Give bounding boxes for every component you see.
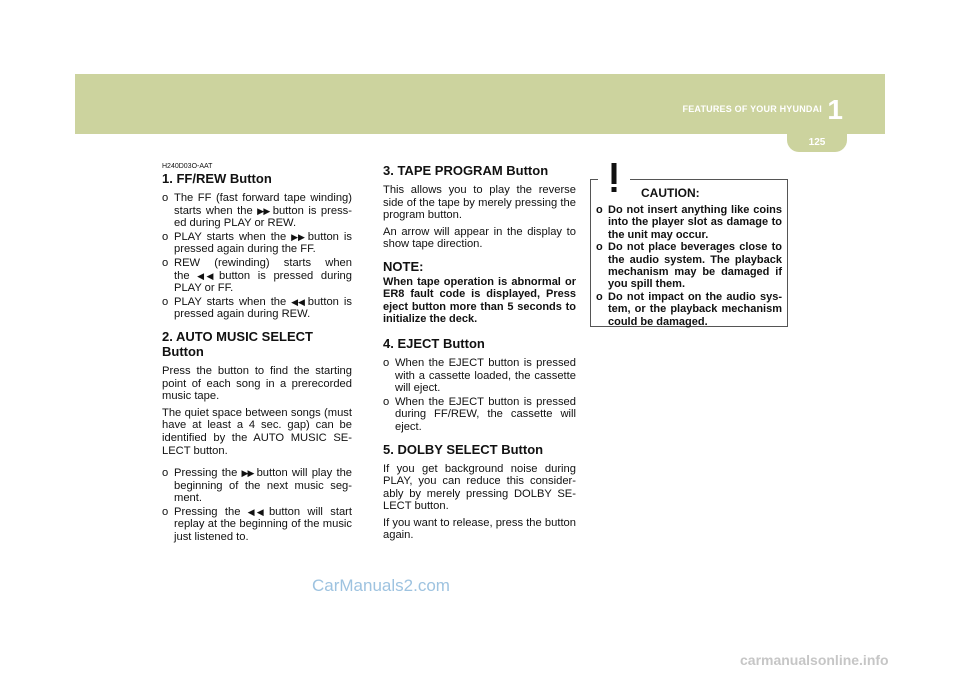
eject-heading: 4. EJECT Button xyxy=(383,335,485,351)
caution-box xyxy=(590,179,788,327)
left-column xyxy=(162,163,352,552)
eject-list xyxy=(383,357,576,434)
watermark-carmanualsonline: carmanualsonline.info xyxy=(740,652,889,668)
list-item: o Pressing the ▶▶ button will play the beginning of the next music seg-ment. xyxy=(162,467,353,505)
note-body: When tape operation is abnormal or ER8 fault code is displayed, Press eject button more than 5 seconds to initialize the deck. xyxy=(383,275,576,326)
caution-title: CAUTION: xyxy=(641,186,700,200)
paragraph: The quiet space between songs (must have at least a 4 sec. gap) can be identified by the AUTO MUSIC SE-LECT button. xyxy=(162,406,352,457)
fast-forward-icon: ▶▶ xyxy=(289,231,305,242)
rewind-icon: ◀◀ xyxy=(243,506,266,517)
paragraph: An arrow will appear in the display to show tape direction. xyxy=(383,225,576,251)
list-item: o Do not impact on the audio sys-tem, or the playback mechanism could be damaged. xyxy=(596,290,782,328)
list-item: o Do not place beverages close to the audio system. The playback mechanism may be damaged if you spill them. xyxy=(596,241,782,291)
list-item: o When the EJECT button is pressed during FF/REW, the cassette will eject. xyxy=(383,395,576,433)
warning-icon xyxy=(598,160,630,194)
page-number-tab xyxy=(787,134,847,152)
caution-list xyxy=(596,204,782,328)
paragraph: This allows you to play the reverse side of the tape by merely pressing the program button. xyxy=(383,184,576,222)
ff-rew-heading: 1. FF/REW Button xyxy=(162,171,272,186)
auto-music-heading: 2. AUTO MUSIC SELECT Button xyxy=(162,328,313,359)
chapter-number: 1 xyxy=(827,94,843,125)
list-item: o PLAY starts when the ▶▶ button is pressed again during the FF. xyxy=(162,230,352,256)
paragraph: If you want to release, press the button again. xyxy=(383,516,576,542)
paragraph: Press the button to find the starting point of each song in a prerecorded music tape. xyxy=(162,364,352,403)
list-item: o Do not insert anything like coins into the player slot as damage to the unit may occur. xyxy=(596,204,782,241)
page-number: 125 xyxy=(808,137,826,148)
paragraph: If you get background noise during PLAY, you can reduce this consider-ably by merely pressing DOLBY SE-LECT button. xyxy=(383,462,576,513)
fast-forward-icon: ▶▶ xyxy=(240,468,254,479)
section-code: H240D03O-AAT xyxy=(162,163,213,170)
tape-program-heading: 3. TAPE PROGRAM Button xyxy=(383,163,549,178)
ff-rew-list xyxy=(162,192,352,321)
chapter-title: FEATURES OF YOUR HYUNDAI xyxy=(682,104,822,114)
list-item: o Pressing the ◀◀ button will start replay at the beginning of the music just listened to. xyxy=(162,505,352,544)
middle-column xyxy=(383,163,576,546)
header-band xyxy=(75,74,885,134)
auto-music-list xyxy=(162,467,352,544)
rewind-icon: ◀◀ xyxy=(192,270,216,281)
fast-forward-icon: ▶▶ xyxy=(255,205,270,216)
list-item: o REW (rewinding) starts when the ◀◀ button is pressed during PLAY or FF. xyxy=(162,256,352,295)
rewind-icon: ◀◀ xyxy=(289,296,305,307)
list-item: o PLAY starts when the ◀◀ button is pressed again during REW. xyxy=(162,295,352,321)
list-item: o The FF (fast forward tape winding) starts when the ▶▶ button is press-ed during PLAY or REW. xyxy=(162,192,353,230)
list-item: o When the EJECT button is pressed with a cassette loaded, the cassette will eject. xyxy=(383,356,576,395)
dolby-heading: 5. DOLBY SELECT Button xyxy=(383,441,544,457)
watermark-carmanuals2: CarManuals2.com xyxy=(312,576,450,595)
note-heading: NOTE: xyxy=(383,258,424,274)
